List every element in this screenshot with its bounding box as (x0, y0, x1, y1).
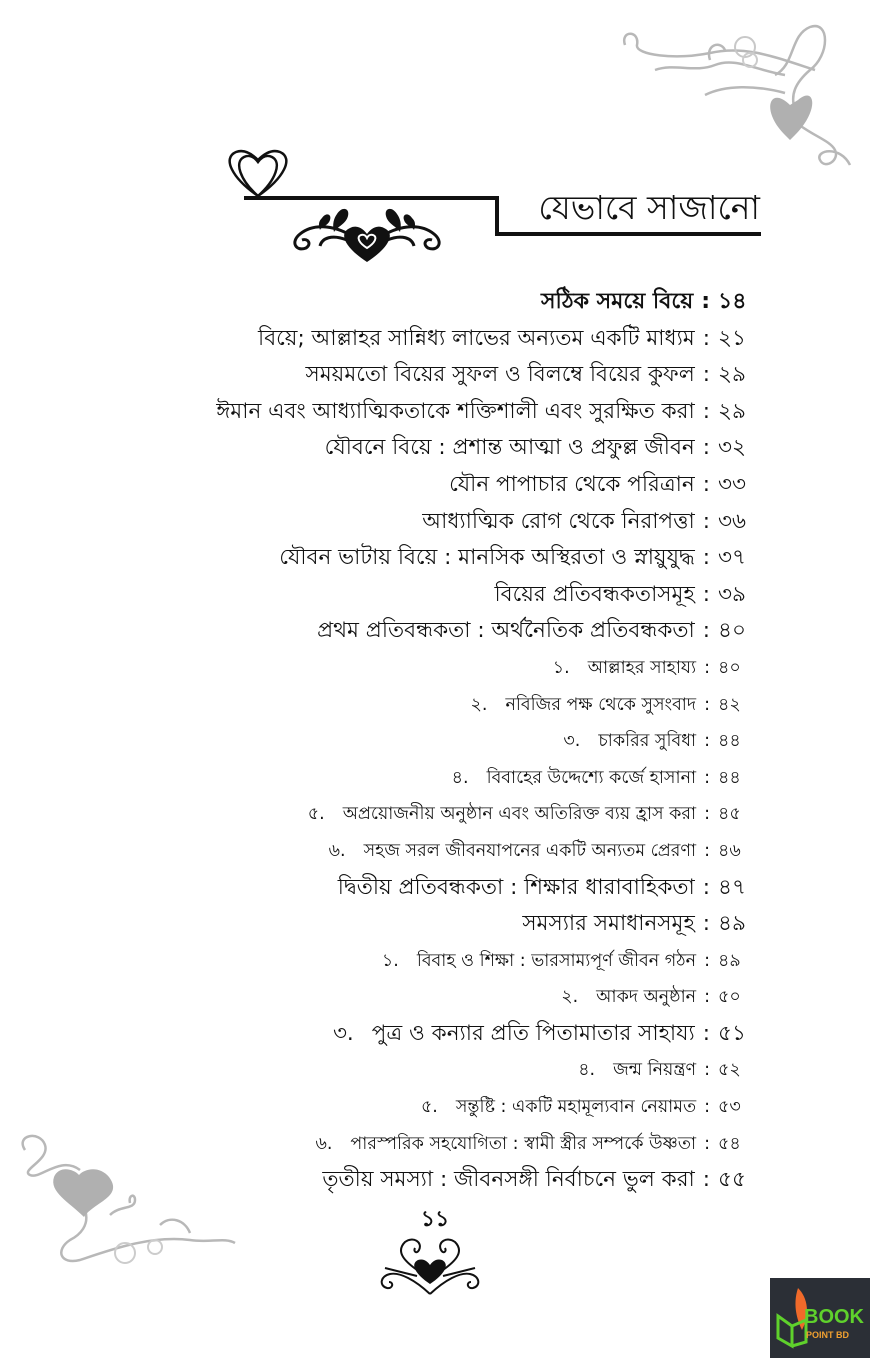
toc-entry-title: ঈমান এবং আধ্যাত্মিকতাকে শক্তিশালী এবং সুরক্ষিত করা (216, 398, 695, 424)
toc-entry-page: ৪৯ (718, 911, 746, 937)
toc-entry-page: ৪৬ (718, 840, 741, 861)
toc-entry-title: বিবাহের উদ্দেশ্যে কর্জে হাসানা (486, 767, 697, 788)
toc-heading: যেভাবে সাজানো (538, 188, 760, 227)
toc-entry-page: ৪০ (718, 657, 741, 678)
toc-entry-title: আকদ অনুষ্ঠান (596, 987, 697, 1008)
toc-entry-title: বিবাহ ও শিক্ষা : ভারসাম্যপূর্ণ জীবন গঠন (416, 950, 697, 971)
toc-entry-separator: : (704, 1097, 710, 1118)
toc-entry[interactable] (100, 1162, 748, 1199)
toc-entry-title: চাকরির সুবিধা (598, 731, 697, 752)
toc-entry[interactable] (100, 540, 748, 577)
toc-entry-separator: : (702, 1020, 710, 1046)
toc-entry[interactable] (100, 796, 748, 833)
toc-entry-page: ৩৯ (718, 581, 746, 607)
toc-entry-page: ৩৭ (718, 545, 746, 571)
toc-entry[interactable] (100, 650, 748, 687)
toc-entry-title: আল্লাহর সাহায্য (587, 657, 697, 678)
toc-entry[interactable] (100, 430, 748, 467)
toc-entry-title: যৌবন ভাটায় বিয়ে : মানসিক অস্থিরতা ও স্নায়ুযুদ্ধ (279, 545, 695, 571)
toc-entry-title: পুত্র ও কন্যার প্রতি পিতামাতার সাহায্য (371, 1020, 695, 1046)
toc-entry-number: ৫. (420, 1097, 438, 1118)
toc-entry-number: ২. (470, 694, 488, 715)
toc-entry-separator: : (704, 694, 710, 715)
toc-entry-page: ৫২ (718, 1060, 741, 1081)
toc-entry-separator: : (704, 1060, 710, 1081)
toc-entry-page: ৫৩ (718, 1097, 741, 1118)
toc-entry-separator: : (704, 1133, 710, 1154)
toc-entry[interactable] (100, 613, 748, 650)
toc-entry[interactable] (100, 943, 748, 980)
toc-entry[interactable] (100, 760, 748, 797)
toc-entry-separator: : (702, 435, 710, 461)
toc-entry[interactable] (100, 467, 748, 504)
toc-entry-title: পারস্পরিক সহযোগিতা : স্বামী স্ত্রীর সম্পর্কে উষ্ণতা (350, 1133, 697, 1154)
toc-entry[interactable] (100, 504, 748, 541)
toc-entry-title: তৃতীয় সমস্যা : জীবনসঙ্গী নির্বাচনে ভুল করা (322, 1167, 695, 1193)
toc-entry-separator: : (702, 618, 710, 644)
toc-entry-page: ৪৭ (718, 874, 746, 900)
header-rule-left (244, 196, 498, 200)
toc-entry-page: ৫৪ (718, 1133, 741, 1154)
toc-entry-separator: : (702, 508, 710, 534)
toc-entry-separator: : (704, 950, 710, 971)
book-point-bd-watermark (770, 1278, 870, 1358)
toc-entry-title: সহজ সরল জীবনযাপনের একটি অন্যতম প্রেরণা (363, 840, 697, 861)
toc-entry-page: ৫০ (718, 987, 741, 1008)
toc-entry-separator: : (704, 657, 710, 678)
toc-entry-separator: : (704, 731, 710, 752)
toc-entry-page: ৩২ (718, 435, 746, 461)
toc-entry-number: ৩. (332, 1020, 354, 1046)
toc-entry-page: ২৯ (718, 398, 746, 424)
toc-entry[interactable] (100, 321, 748, 358)
toc-entry-separator: : (702, 398, 710, 424)
toc-entry-title: দ্বিতীয় প্রতিবন্ধকতা : শিক্ষার ধারাবাহিকতা (337, 874, 695, 900)
toc-entry[interactable] (100, 357, 748, 394)
toc-entry-separator: : (702, 581, 710, 607)
toc-entry-title: সমস্যার সমাধানসমূহ (522, 911, 695, 937)
toc-entry-separator: : (704, 804, 710, 825)
toc-entry-page: ৫১ (718, 1020, 746, 1046)
toc-entry-number: ৬. (328, 840, 346, 861)
toc-entry-number: ৩. (563, 731, 581, 752)
toc-entry-title: যৌবনে বিয়ে : প্রশান্ত আত্মা ও প্রফুল্ল জীবন (324, 435, 695, 461)
outline-heart-ornament-icon (222, 148, 294, 198)
toc-entry-page: ২১ (718, 325, 746, 351)
watermark-text-pointbd: POINT BD (806, 1330, 850, 1340)
toc-entry[interactable] (100, 979, 748, 1016)
table-of-contents (100, 284, 748, 1199)
toc-entry-page: ৪৫ (718, 804, 741, 825)
toc-entry-number: ১. (552, 657, 570, 678)
corner-ornament-top-right-icon (615, 15, 865, 180)
toc-entry-page: ৩৩ (718, 471, 746, 497)
toc-entry-page: ৪৪ (718, 767, 741, 788)
heart-flourish-ornament-icon (282, 204, 452, 264)
toc-entry-separator: : (702, 471, 710, 497)
page-number: ১১ (420, 1207, 450, 1232)
toc-entry-title: আধ্যাত্মিক রোগ থেকে নিরাপত্তা (422, 508, 695, 534)
toc-entry[interactable] (100, 1052, 748, 1089)
header-rule-right (495, 232, 761, 236)
toc-entry-separator: : (704, 840, 710, 861)
toc-entry[interactable] (100, 1016, 748, 1053)
toc-entry-title: বিয়ে; আল্লাহর সান্নিধ্য লাভের অন্যতম একটি মাধ্যম (258, 325, 695, 351)
toc-entry-title: অপ্রয়োজনীয় অনুষ্ঠান এবং অতিরিক্ত ব্যয় হ্রাস করা (342, 804, 697, 825)
toc-entry-title: প্রথম প্রতিবন্ধকতা : অর্থনৈতিক প্রতিবন্ধকতা (317, 618, 695, 644)
toc-entry-number: ৪. (451, 767, 469, 788)
header-rule-step (495, 196, 499, 236)
toc-entry[interactable] (100, 687, 748, 724)
toc-entry-page: ৪৪ (718, 731, 741, 752)
toc-entry-separator: : (702, 911, 710, 937)
toc-entry-page: ৫৫ (718, 1167, 746, 1193)
toc-entry-number: ২. (561, 987, 579, 1008)
watermark-text-book: BOOK (804, 1306, 864, 1328)
toc-entry-separator: : (702, 1167, 710, 1193)
toc-entry-number: ৬. (315, 1133, 333, 1154)
toc-entry-separator: : (704, 767, 710, 788)
toc-entry[interactable] (100, 1089, 748, 1126)
toc-entry-number: ১. (381, 950, 399, 971)
toc-entry-separator: : (701, 289, 710, 314)
toc-entry-title: সঠিক সময়ে বিয়ে (541, 289, 694, 314)
toc-entry[interactable] (100, 577, 748, 614)
toc-entry-page: ৩৬ (718, 508, 746, 534)
toc-entry[interactable] (100, 284, 748, 321)
toc-entry-page: ১৪ (718, 289, 747, 314)
toc-entry-title: যৌন পাপাচার থেকে পরিত্রান (449, 471, 695, 497)
toc-entry-separator: : (702, 325, 710, 351)
toc-entry-separator: : (702, 545, 710, 571)
toc-entry[interactable] (100, 870, 748, 907)
toc-entry-separator: : (702, 362, 710, 388)
toc-entry-title: সন্তুষ্টি : একটি মহামূল্যবান নেয়ামত (455, 1097, 697, 1118)
toc-entry[interactable] (100, 833, 748, 870)
toc-entry-separator: : (704, 987, 710, 1008)
toc-entry-page: ৪০ (718, 618, 746, 644)
toc-entry-title: নবিজির পক্ষ থেকে সুসংবাদ (505, 694, 697, 715)
footer-heart-ornament-icon (375, 1232, 485, 1300)
toc-entry-page: ৪৯ (718, 950, 741, 971)
toc-entry[interactable] (100, 723, 748, 760)
toc-entry-separator: : (702, 874, 710, 900)
toc-entry-title: সময়মতো বিয়ের সুফল ও বিলম্বে বিয়ের কুফল (305, 362, 695, 388)
toc-entry[interactable] (100, 1126, 748, 1163)
toc-entry[interactable] (100, 906, 748, 943)
toc-entry-number: ৪. (578, 1060, 596, 1081)
toc-entry-page: ৪২ (718, 694, 741, 715)
toc-entry-title: বিয়ের প্রতিবন্ধকতাসমূহ (494, 581, 695, 607)
toc-entry-page: ২৯ (718, 362, 746, 388)
toc-entry-title: জন্ম নিয়ন্ত্রণ (613, 1060, 697, 1081)
toc-entry[interactable] (100, 394, 748, 431)
toc-entry-number: ৫. (307, 804, 325, 825)
